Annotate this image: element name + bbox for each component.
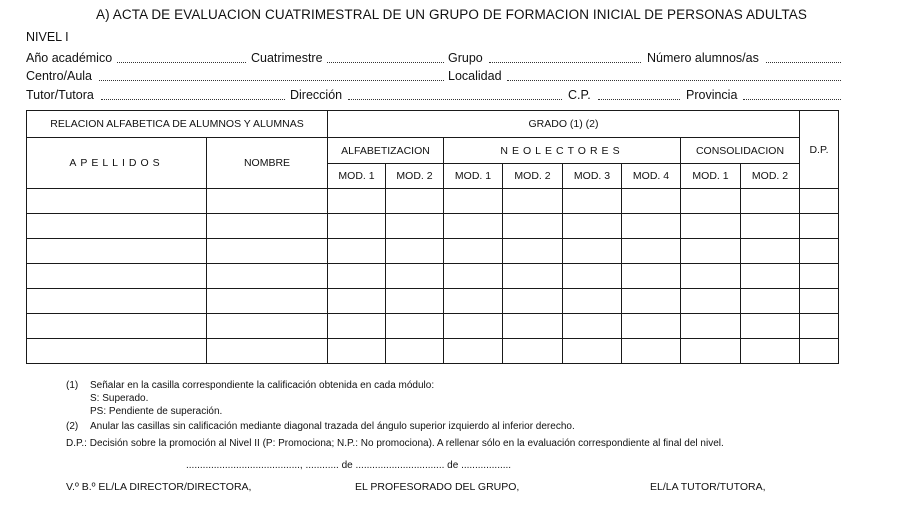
table-cell[interactable] [681,339,741,364]
table-cell[interactable] [563,339,622,364]
table-cell[interactable] [503,239,563,264]
table-cell[interactable] [328,339,386,364]
localidad-label: Localidad [448,69,502,83]
table-cell[interactable] [386,239,444,264]
table-cell[interactable] [207,264,328,289]
grupo-field[interactable] [489,53,641,63]
localidad-field[interactable] [507,71,841,81]
con-mod1: MOD. 1 [681,164,741,189]
note1-num: (1) [66,380,79,391]
table-cell[interactable] [622,214,681,239]
table-cell[interactable] [800,239,839,264]
table-cell[interactable] [800,189,839,214]
table-cell[interactable] [207,314,328,339]
director-signature: V.º B.º EL/LA DIRECTOR/DIRECTORA, [66,481,252,493]
table-cell[interactable] [800,264,839,289]
alf-mod1: MOD. 1 [328,164,386,189]
relacion-header: RELACION ALFABETICA DE ALUMNOS Y ALUMNAS [27,111,328,138]
table-cell[interactable] [386,189,444,214]
table-cell[interactable] [27,339,207,364]
table-cell[interactable] [27,214,207,239]
profesorado-signature: EL PROFESORADO DEL GRUPO, [355,481,520,493]
table-cell[interactable] [27,314,207,339]
table-cell[interactable] [444,264,503,289]
table-cell[interactable] [681,189,741,214]
table-cell[interactable] [622,189,681,214]
anio-label: Año académico [26,51,113,65]
table-cell[interactable] [207,189,328,214]
anio-field[interactable] [117,53,246,63]
table-cell[interactable] [386,289,444,314]
table-cell[interactable] [563,189,622,214]
table-cell[interactable] [207,289,328,314]
apellidos-header: APELLIDOS [27,138,207,189]
table-cell[interactable] [800,214,839,239]
table-row [27,289,839,314]
cp-field[interactable] [598,90,680,100]
neo-mod2: MOD. 2 [503,164,563,189]
alfabetizacion-header: ALFABETIZACION [328,138,444,164]
table-cell[interactable] [328,314,386,339]
numero-field[interactable] [766,53,841,63]
table-cell[interactable] [503,189,563,214]
table-cell[interactable] [444,214,503,239]
neo-mod1: MOD. 1 [444,164,503,189]
numero-label: Número alumnos/as [647,51,759,65]
evaluation-table [26,110,839,364]
table-row [27,264,839,289]
table-cell[interactable] [503,339,563,364]
table-cell[interactable] [207,239,328,264]
note-dp-text: D.P.: Decisión sobre la promoción al Nivel II (P: Promociona; N.P.: No promociona). A rellenar sólo en la evaluación correspondiente al final del nivel. [66,438,724,449]
table-cell[interactable] [563,214,622,239]
table-cell[interactable] [386,264,444,289]
table-cell[interactable] [741,314,800,339]
table-cell[interactable] [207,339,328,364]
centro-field[interactable] [99,71,444,81]
nivel-label: NIVEL I [26,30,69,44]
table-cell[interactable] [503,314,563,339]
table-cell[interactable] [800,289,839,314]
table-cell[interactable] [503,214,563,239]
table-cell[interactable] [444,314,503,339]
tutor-label: Tutor/Tutora [26,88,94,102]
table-cell[interactable] [741,214,800,239]
table-cell[interactable] [27,239,207,264]
table-cell[interactable] [741,239,800,264]
table-cell[interactable] [444,339,503,364]
provincia-label: Provincia [686,88,738,102]
table-cell[interactable] [681,264,741,289]
consolidacion-header: CONSOLIDACION [681,138,800,164]
table-cell[interactable] [328,264,386,289]
grupo-label: Grupo [448,51,483,65]
provincia-field[interactable] [743,90,841,100]
note-pendiente: PS: Pendiente de superación. [90,406,223,417]
table-cell[interactable] [328,189,386,214]
direccion-label: Dirección [290,88,343,102]
table-cell[interactable] [444,189,503,214]
cp-label: C.P. [568,88,591,102]
direccion-field[interactable] [348,90,562,100]
table-cell[interactable] [386,339,444,364]
table-cell[interactable] [741,189,800,214]
grado-header: GRADO (1) (2) [328,111,800,138]
nombre-header: NOMBRE [207,138,328,189]
table-cell[interactable] [563,314,622,339]
table-cell[interactable] [503,289,563,314]
alf-mod2: MOD. 2 [386,164,444,189]
table-cell[interactable] [328,214,386,239]
dp-header: D.P. [800,111,839,189]
table-cell[interactable] [27,264,207,289]
table-cell[interactable] [622,339,681,364]
table-cell[interactable] [741,264,800,289]
note-superado: S: Superado. [90,393,149,404]
table-row [27,189,839,214]
note1-text: Señalar en la casilla correspondiente la calificación obtenida en cada módulo: [90,380,435,391]
table-row [27,239,839,264]
note2-text: Anular las casillas sin calificación mediante diagonal trazada del ángulo superior izquierdo al inferior derecho. [90,421,575,432]
table-cell[interactable] [328,289,386,314]
table-cell[interactable] [741,339,800,364]
cuatrimestre-field[interactable] [327,53,444,63]
tutor-signature: EL/LA TUTOR/TUTORA, [650,481,766,493]
table-cell[interactable] [681,214,741,239]
table-cell[interactable] [681,289,741,314]
centro-label: Centro/Aula [26,69,93,83]
table-cell[interactable] [563,239,622,264]
table-cell[interactable] [503,264,563,289]
table-cell[interactable] [681,314,741,339]
table-cell[interactable] [207,214,328,239]
cuatrimestre-label: Cuatrimestre [251,51,323,65]
table-cell[interactable] [800,314,839,339]
neo-mod3: MOD. 3 [563,164,622,189]
con-mod2: MOD. 2 [741,164,800,189]
table-cell[interactable] [681,239,741,264]
table-cell[interactable] [444,289,503,314]
table-row [27,214,839,239]
form-title: A) ACTA DE EVALUACION CUATRIMESTRAL DE UN GRUPO DE FORMACION INICIAL DE PERSONAS ADULTAS [96,7,807,22]
table-cell[interactable] [563,289,622,314]
table-cell[interactable] [386,314,444,339]
table-cell[interactable] [741,289,800,314]
table-cell[interactable] [328,239,386,264]
tutor-field[interactable] [101,90,285,100]
table-cell[interactable] [622,264,681,289]
table-cell[interactable] [622,314,681,339]
table-cell[interactable] [563,264,622,289]
table-cell[interactable] [622,239,681,264]
neo-mod4: MOD. 4 [622,164,681,189]
date-line[interactable]: ........................................., ............ de ................................ de .................. [186,460,512,471]
table-row [27,339,839,364]
table-cell[interactable] [386,214,444,239]
table-cell[interactable] [27,289,207,314]
table-cell[interactable] [622,289,681,314]
table-cell[interactable] [27,189,207,214]
table-row [27,314,839,339]
neolectores-header: NEOLECTORES [444,138,681,164]
table-cell[interactable] [800,339,839,364]
note2-num: (2) [66,421,79,432]
table-cell[interactable] [444,239,503,264]
